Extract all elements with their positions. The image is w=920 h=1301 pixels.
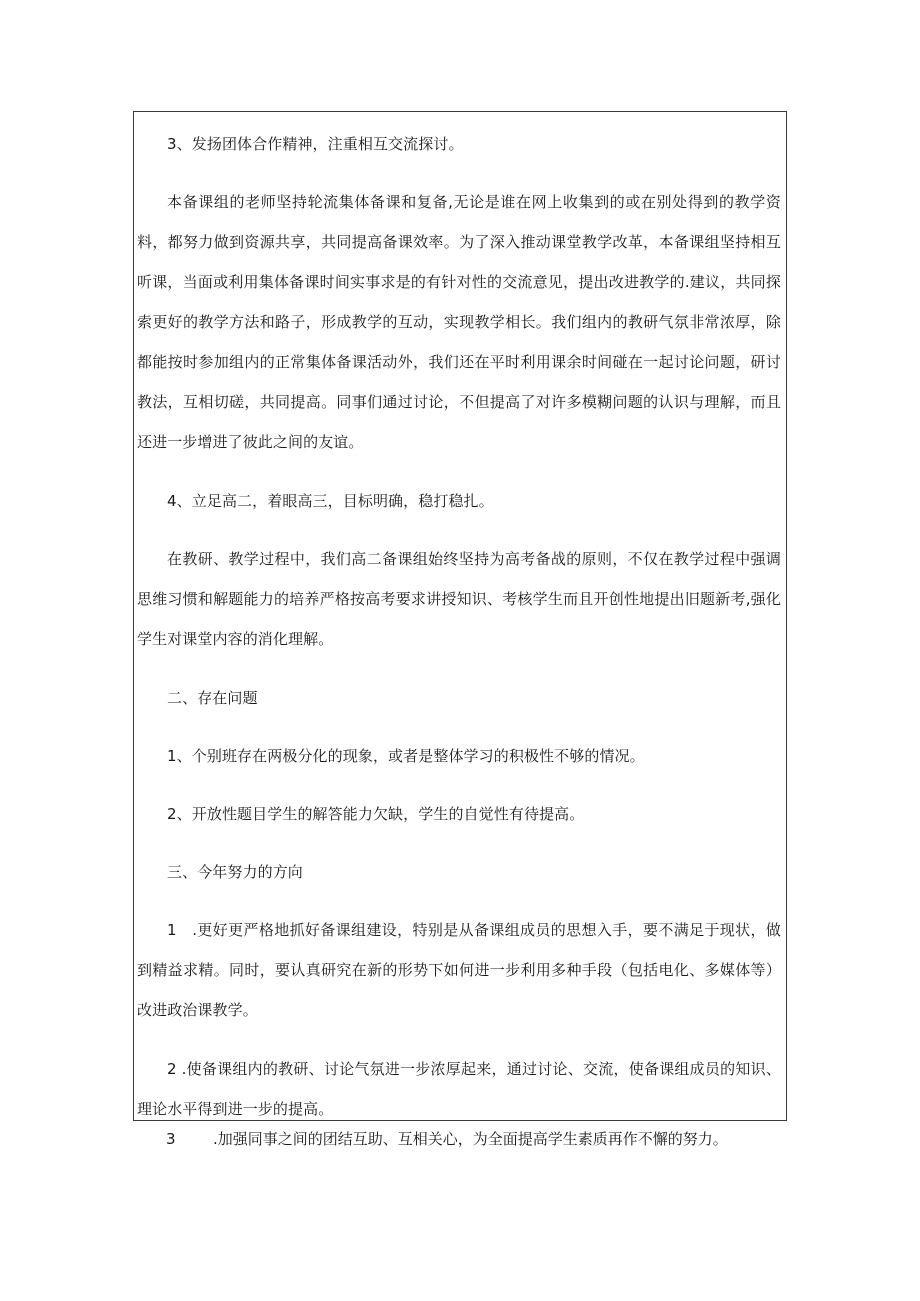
heading-direction: 三、今年努力的方向 bbox=[167, 863, 303, 881]
paragraph-collective-prep: 本备课组的老师坚持轮流集体备课和复备,无论是谁在网上收集到的或在别处得到的教学资料，都努力做到资源共享，共同提高备课效率。为了深入推动课堂教学改革，本备课组坚持相互听课，当面或利用集体备课时间实事求是的有针对性的交流意见，提出改进教学的.建议，共同探索更好的教学方法和路子，形成教学的互动，实现教学相长。我们组内的教研气氛非常浓厚，除都能按时参加组内的正常集体备课活动外，我们还在平时利用课余时间碰在一起讨论问题，研讨教法，互相切磋，共同提高。同事们通过讨论，不但提高了对许多模糊问题的认识与理解，而且还进一步增进了彼此之间的友谊。 bbox=[137, 193, 781, 451]
paragraph-direction-3 bbox=[133, 1127, 833, 1151]
paragraph-direction-1: 1 .更好更严格地抓好备课组建设，特别是从备课组成员的思想入手，要不满足于现状，做到精益求精。同时，要认真研究在新的形势下如何进一步利用多种手段（包括电化、多媒体等）改进政治课教学。 bbox=[137, 921, 781, 1019]
paragraph-problem-2: 2、开放性题目学生的解答能力欠缺，学生的自觉性有待提高。 bbox=[167, 805, 585, 823]
paragraph-section-3: 3、发扬团体合作精神，注重相互交流探讨。 bbox=[167, 135, 464, 153]
direction-3-number: 3 bbox=[166, 1130, 176, 1148]
paragraph-section-4: 4、立足高二，着眼高三，目标明确，稳打稳扎。 bbox=[167, 492, 494, 510]
paragraph-direction-2: 2 .使备课组内的教研、讨论气氛进一步浓厚起来，通过讨论、交流，使备课组成员的知识、理论水平得到进一步的提高。 bbox=[137, 1060, 781, 1118]
heading-problems: 二、存在问题 bbox=[167, 689, 258, 707]
direction-3-text: .加强同事之间的团结互助、互相关心，为全面提高学生素质再作不懈的努力。 bbox=[213, 1130, 728, 1148]
paragraph-problem-1: 1、个别班存在两极分化的现象，或者是整体学习的积极性不够的情况。 bbox=[167, 747, 645, 765]
document-body bbox=[133, 124, 787, 1148]
paragraph-exam-prep: 在教研、教学过程中，我们高二备课组始终坚持为高考备战的原则，不仅在教学过程中强调思维习惯和解题能力的培养严格按高考要求讲授知识、考核学生而且开创性地提出旧题新考,强化学生对课堂内容的消化理解。 bbox=[137, 550, 781, 648]
